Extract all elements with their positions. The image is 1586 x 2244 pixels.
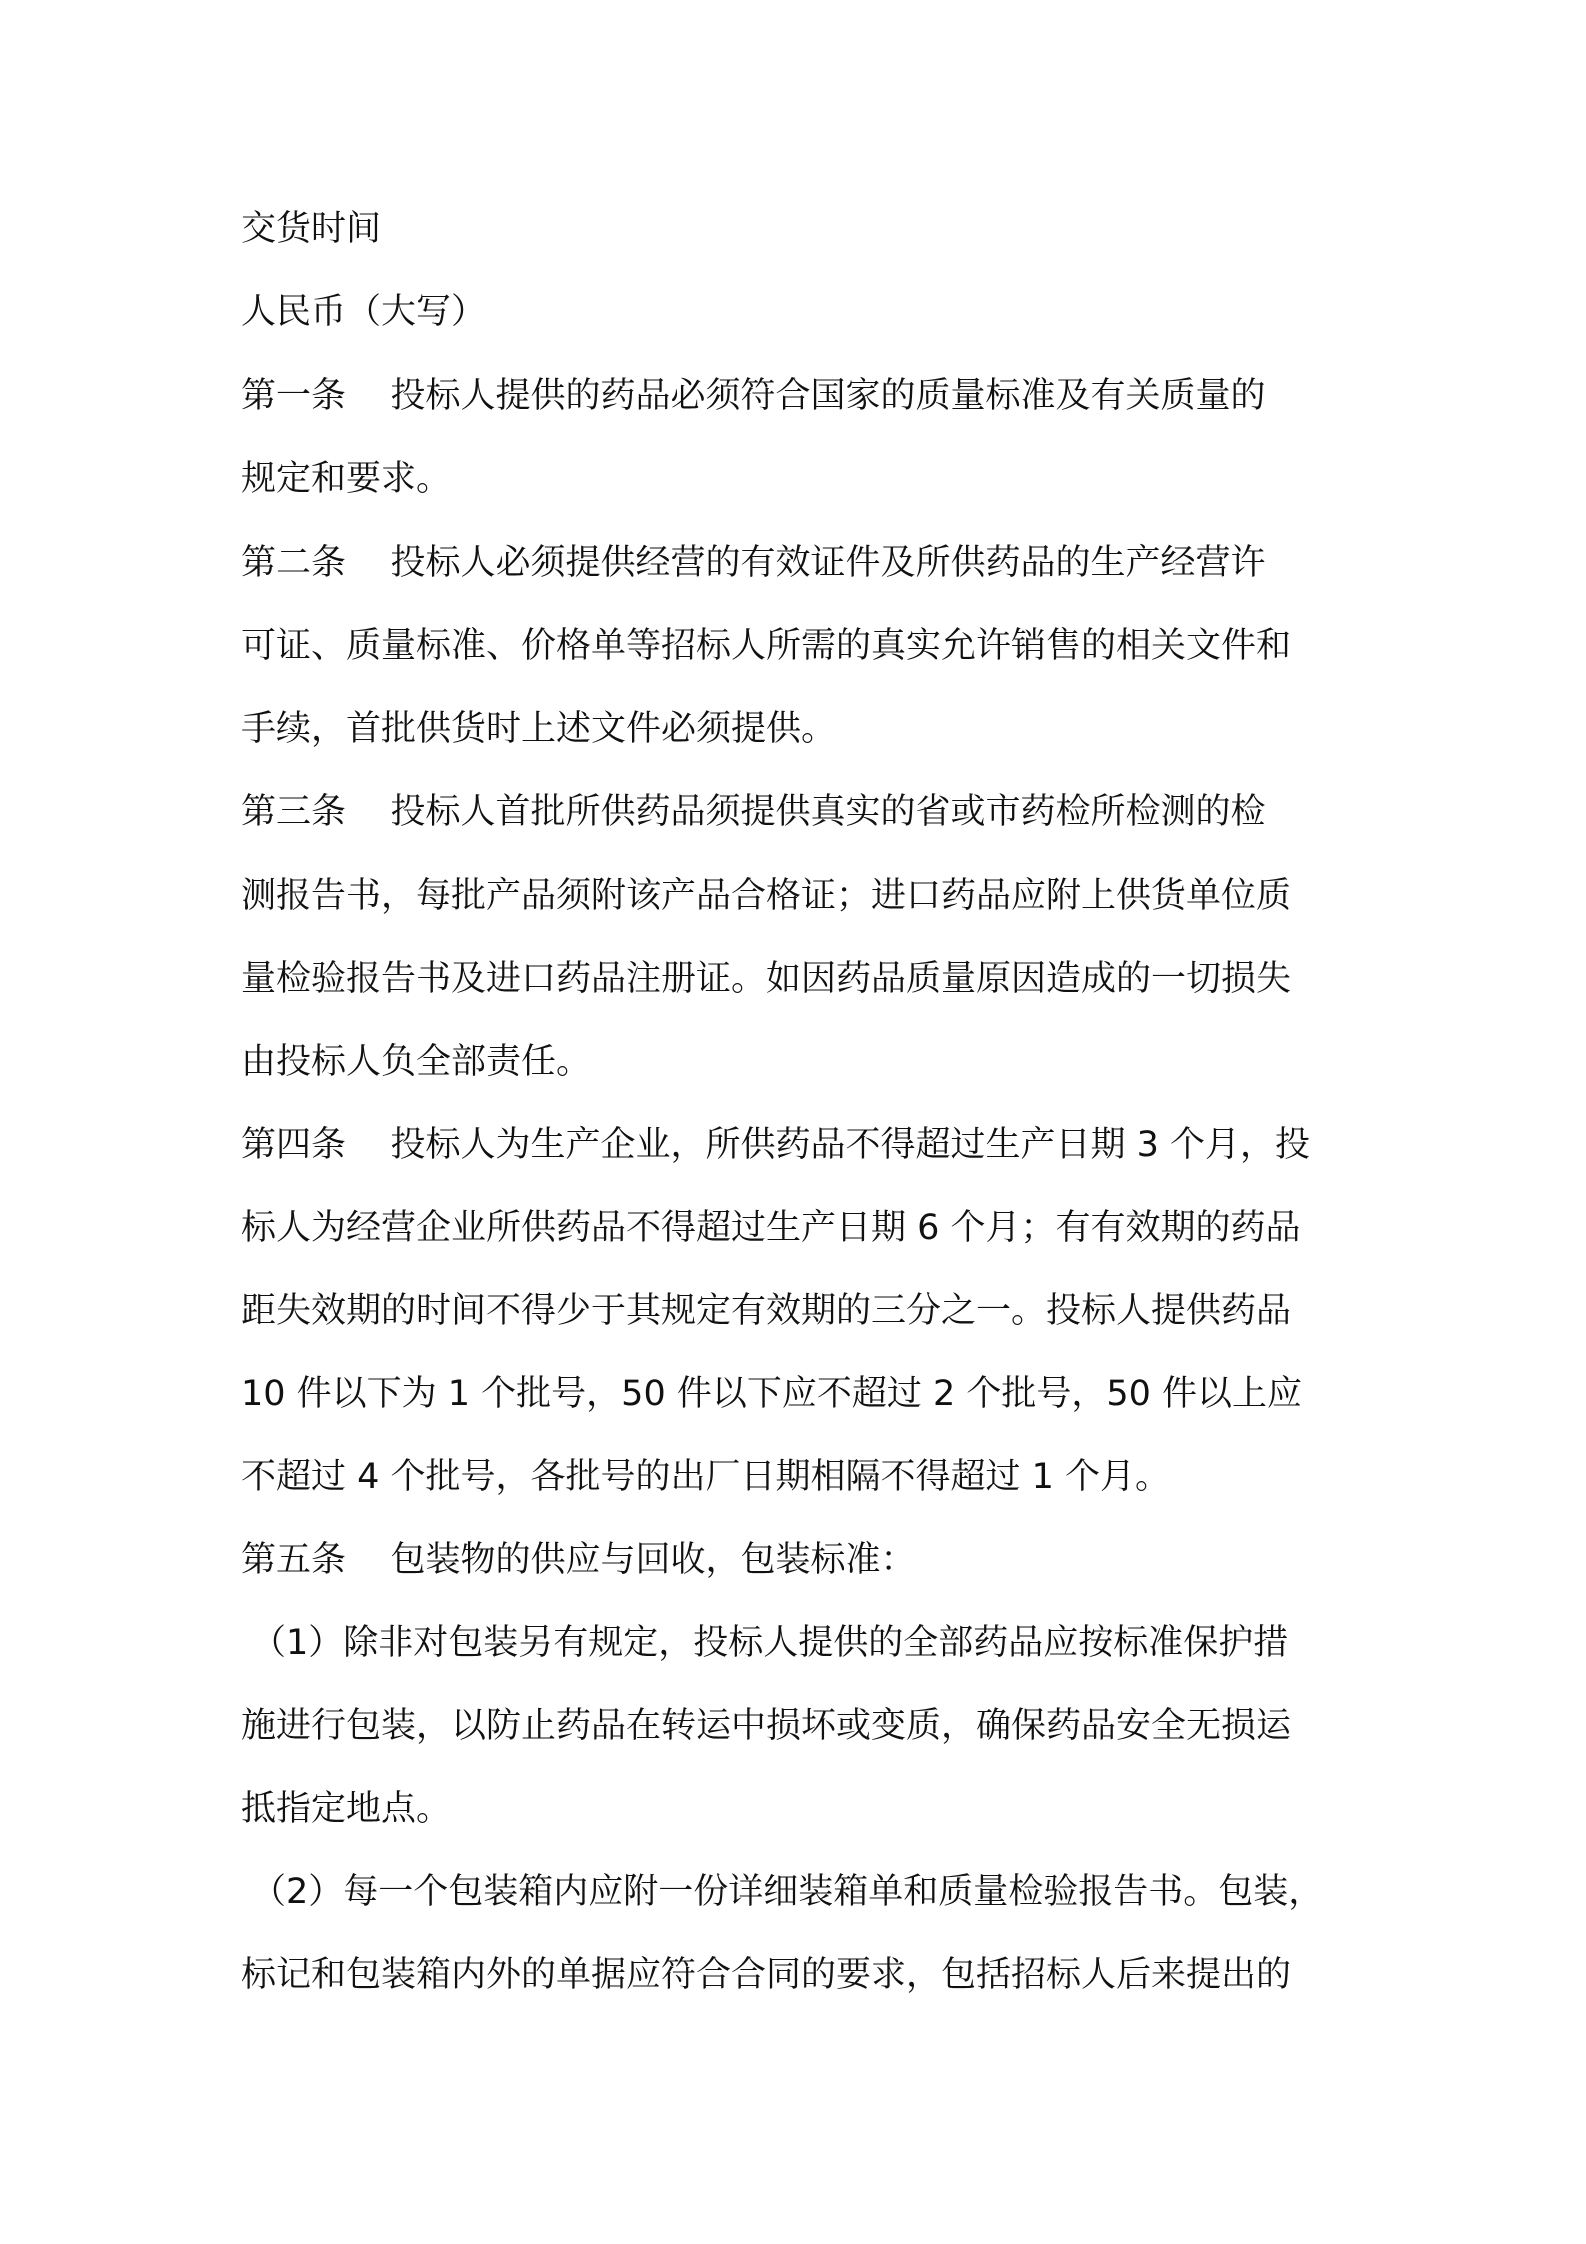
item-1-line-2: 施进行包装，以防止药品在转运中损坏或变质，确保药品安全无损运 bbox=[241, 1706, 1292, 1746]
article-4-line-5: 不超过 4 个批号，各批号的出厂日期相隔不得超过 1 个月。 bbox=[241, 1457, 1171, 1497]
article-3-line-3: 量检验报告书及进口药品注册证。如因药品质量原因造成的一切损失 bbox=[241, 959, 1292, 999]
article-5-line-1: 第五条 包装物的供应与回收，包装标准： bbox=[241, 1540, 916, 1580]
article-4-line-3: 距失效期的时间不得少于其规定有效期的三分之一。投标人提供药品 bbox=[241, 1291, 1292, 1331]
article-3-line-4: 由投标人负全部责任。 bbox=[241, 1042, 592, 1082]
article-1-line-1: 第一条 投标人提供的药品必须符合国家的质量标准及有关质量的 bbox=[241, 376, 1266, 416]
article-4-line-2: 标人为经营企业所供药品不得超过生产日期 6 个月；有有效期的药品 bbox=[241, 1208, 1301, 1248]
article-3-line-2: 测报告书，每批产品须附该产品合格证；进口药品应附上供货单位质 bbox=[241, 876, 1292, 916]
article-2-line-1: 第二条 投标人必须提供经营的有效证件及所供药品的生产经营许 bbox=[241, 543, 1266, 583]
item-1-line-3: 抵指定地点。 bbox=[241, 1789, 452, 1829]
article-4-line-4: 10 件以下为 1 个批号，50 件以下应不超过 2 个批号，50 件以上应 bbox=[241, 1374, 1303, 1414]
item-2-line-2: 标记和包装箱内外的单据应符合合同的要求，包括招标人后来提出的 bbox=[241, 1955, 1292, 1995]
item-2-line-1: （2）每一个包装箱内应附一份详细装箱单和质量检验报告书。包装， bbox=[251, 1872, 1324, 1912]
heading-delivery-time: 交货时间 bbox=[241, 209, 382, 249]
article-2-line-2: 可证、质量标准、价格单等招标人所需的真实允许销售的相关文件和 bbox=[241, 626, 1292, 666]
item-1-line-1: （1）除非对包装另有规定，投标人提供的全部药品应按标准保护措 bbox=[251, 1623, 1289, 1663]
article-4-line-1: 第四条 投标人为生产企业，所供药品不得超过生产日期 3 个月，投 bbox=[241, 1125, 1311, 1165]
heading-rmb-amount: 人民币（大写） bbox=[241, 292, 487, 332]
article-3-line-1: 第三条 投标人首批所供药品须提供真实的省或市药检所检测的检 bbox=[241, 792, 1266, 832]
article-2-line-3: 手续，首批供货时上述文件必须提供。 bbox=[241, 709, 837, 749]
article-1-line-2: 规定和要求。 bbox=[241, 459, 452, 499]
